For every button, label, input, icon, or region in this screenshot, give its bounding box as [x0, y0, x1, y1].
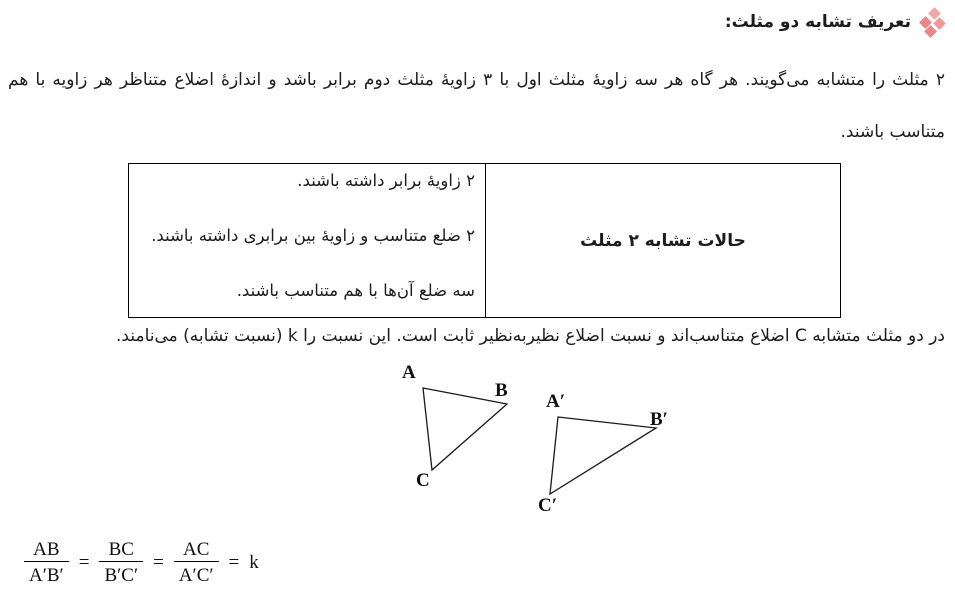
fraction-bc [99, 539, 143, 587]
vertex-label-c: C [416, 470, 430, 491]
intro-paragraph [8, 54, 945, 158]
heading-title: تعریف تشابه دو مثلث: [724, 12, 911, 32]
fraction-denominator: B′C′ [99, 561, 143, 587]
diamond-cluster-icon [918, 8, 945, 36]
section-heading [725, 8, 945, 36]
equals-sign: = [78, 552, 90, 573]
table-row: ۲ زاویهٔ برابر داشته باشند. [297, 171, 475, 190]
similarity-cases-table [128, 163, 841, 318]
table-row: ۲ ضلع متناسب و زاویهٔ بین برابری داشته باشند. [151, 226, 475, 245]
fraction-ac [174, 539, 219, 587]
ratio-constant: k [249, 552, 259, 573]
fraction-numerator: AB [33, 539, 60, 560]
paragraph-line-1: ۲ مثلث را متشابه می‌گویند. هر گاه هر سه زاویهٔ مثلث اول با ۳ زاویهٔ مثلث دوم برابر باشد و اندازهٔ اضلاع متناظر هر زاویه با هم [8, 70, 945, 90]
table-header-cell: حالات تشابه ۲ مثلث [580, 230, 746, 251]
triangles-figure [378, 360, 708, 530]
table-conditions-cell [129, 164, 486, 317]
vertex-label-b-prime: B′ [650, 409, 669, 430]
equals-sign: = [153, 552, 164, 573]
vertex-label-a: A [402, 362, 416, 383]
fraction-ab [24, 539, 69, 587]
fraction-numerator: BC [108, 539, 134, 560]
paragraph-line-2: متناسب باشند. [840, 122, 945, 142]
ratio-formula [24, 539, 259, 587]
vertex-label-c-prime: C′ [538, 495, 558, 516]
fraction-denominator: A′C′ [174, 561, 219, 587]
vertex-label-b: B [495, 380, 508, 401]
vertex-label-a-prime: A′ [546, 391, 566, 412]
fraction-denominator: A′B′ [24, 561, 69, 587]
note-line: در دو مثلث متشابه C اضلاع متناسب‌اند و نسبت اضلاع نظیربه‌نظیر ثابت است. این نسبت را k (نسبت تشابه) می‌نامند. [116, 326, 945, 346]
table-row: سه ضلع آن‌ها با هم متناسب باشند. [236, 281, 475, 300]
fraction-numerator: AC [182, 539, 210, 560]
equals-sign: = [228, 552, 240, 573]
